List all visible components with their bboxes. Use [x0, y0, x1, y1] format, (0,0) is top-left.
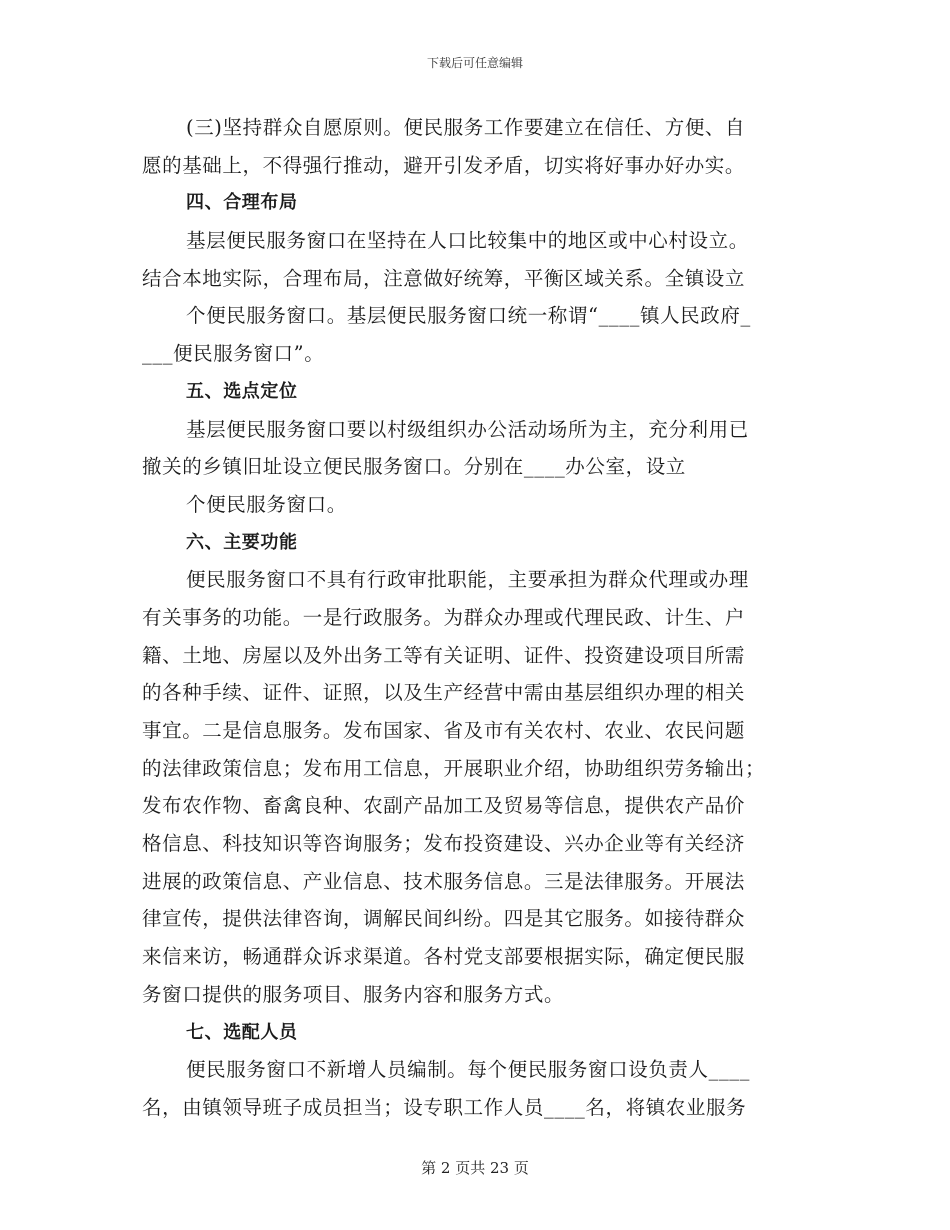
body-text-line: 进展的政策信息、产业信息、技术服务信息。三是法律服务。开展法 [142, 869, 746, 893]
body-text-line: 的法律政策信息；发布用工信息，开展职业介绍，协助组织劳务输出； [142, 756, 766, 780]
section-heading: 七、选配人员 [186, 1021, 298, 1043]
section-heading: 四、合理布局 [186, 192, 298, 214]
body-text-line: 结合本地实际，合理布局，注意做好统筹，平衡区域关系。全镇设立 [142, 266, 746, 290]
section-heading: 五、选点定位 [186, 380, 298, 402]
body-text-line: 个便民服务窗口。基层便民服务窗口统一称谓“____镇人民政府_ [186, 304, 751, 328]
body-text-line: 便民服务窗口不具有行政审批职能，主要承担为群众代理或办理 [186, 568, 749, 592]
section-heading: 六、主要功能 [186, 531, 298, 553]
body-text-line: 有关事务的功能。一是行政服务。为群众办理或代理民政、计生、户 [142, 605, 746, 629]
body-text-line: 便民服务窗口不新增人员编制。每个便民服务窗口设负责人____ [186, 1058, 751, 1082]
page-footer: 第 2 页共 23 页 [421, 1159, 529, 1177]
body-text-line: 个便民服务窗口。 [186, 492, 347, 516]
body-text-line: 名，由镇领导班子成员担当；设专职工作人员____名，将镇农业服务 [142, 1095, 747, 1119]
body-text-line: (三)坚持群众自愿原则。便民服务工作要建立在信任、方便、自 [186, 116, 746, 139]
body-text-line: 基层便民服务窗口要以村级组织办公活动场所为主，充分利用已 [186, 417, 749, 441]
body-text-line: 律宣传，提供法律咨询，调解民间纠纷。四是其它服务。如接待群众 [142, 907, 746, 931]
body-text-line: 格信息、科技知识等咨询服务；发布投资建设、兴办企业等有关经济 [142, 832, 746, 856]
body-text-line: 基层便民服务窗口在坚持在人口比较集中的地区或中心村设立。 [186, 229, 749, 253]
document-body [142, 109, 810, 1127]
body-text-line: ___便民服务窗口”。 [142, 342, 325, 366]
body-text-line: 愿的基础上，不得强行推动，避开引发矛盾，切实将好事办好办实。 [142, 153, 746, 177]
body-text-line: 撤关的乡镇旧址设立便民服务窗口。分别在____办公室，设立 [142, 455, 686, 479]
body-text-line: 事宜。二是信息服务。发布国家、省及市有关农村、农业、农民问题 [142, 719, 746, 742]
body-text-line: 的各种手续、证件、证照，以及生产经营中需由基层组织办理的相关 [142, 681, 746, 705]
body-text-line: 来信来访，畅通群众诉求渠道。各村党支部要根据实际，确定便民服 [142, 945, 746, 969]
body-text-line: 务窗口提供的服务项目、服务内容和服务方式。 [142, 982, 565, 1006]
page-header: 下载后可任意编辑 [426, 56, 523, 70]
body-text-line: 籍、土地、房屋以及外出务工等有关证明、证件、投资建设项目所需 [142, 643, 746, 667]
body-text-line: 发布农作物、畜禽良种、农副产品加工及贸易等信息，提供农产品价 [142, 794, 746, 818]
